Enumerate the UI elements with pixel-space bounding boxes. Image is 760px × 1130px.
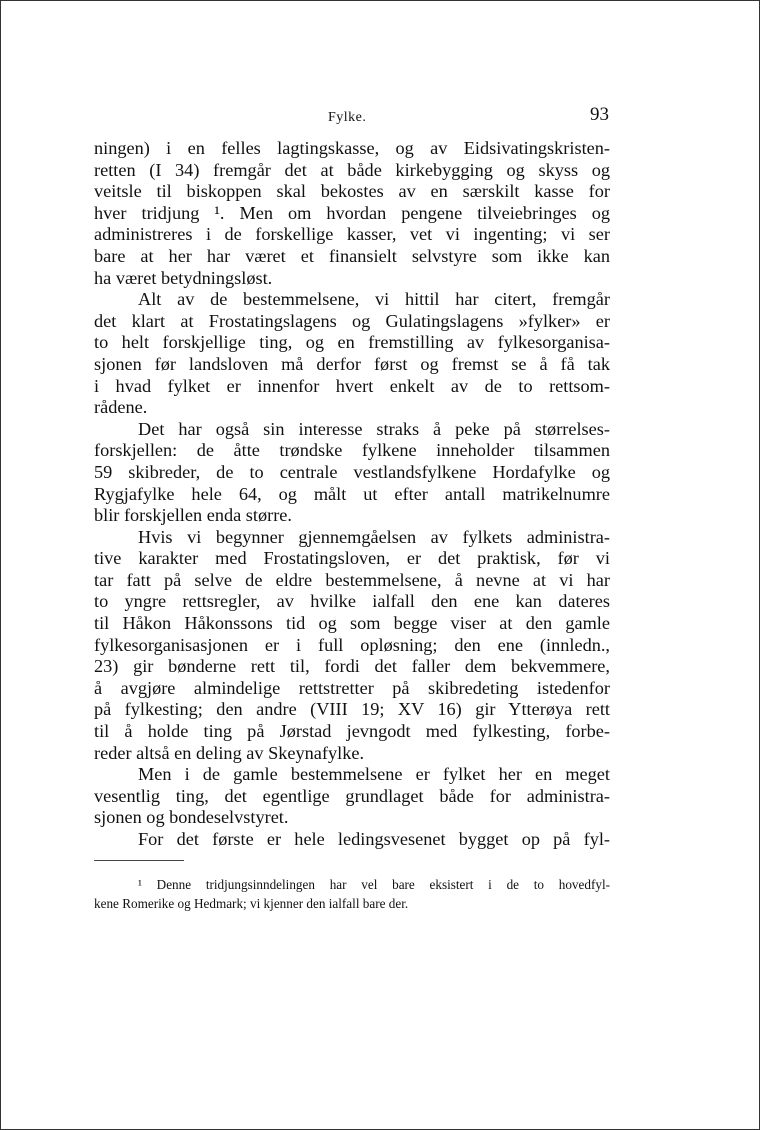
text-line: reder altså en deling av Skeynafylke. [94, 742, 365, 763]
text-line: fylkesorganisasjonen er i full opløsning; den ene (innledn., [94, 634, 610, 655]
text-line: til Håkon Håkonssons tid og som begge viser at den gamle [94, 613, 610, 634]
text-line: ningen) i en felles lagtingskasse, og av Eidsivatingskristen- [94, 138, 610, 158]
text-line: Hvis vi begynner gjennemgåelsen av fylkets administra- [138, 526, 610, 547]
text-line: å avgjøre almindelige rettstretter på skibredeting istedenfor [94, 677, 610, 698]
text-line: veitsle til biskoppen skal bekostes av en særskilt kasse for [94, 181, 610, 202]
page-number: 93 [590, 104, 609, 125]
text-line: ha været betydningsløst. [94, 267, 273, 288]
text-line: to yngre rettsregler, av hvilke ialfall den ene kan dateres [94, 591, 610, 612]
text-line: i hvad fylket er innenfor hvert enkelt av de to rettsom- [94, 375, 610, 396]
text-line: 59 skibreder, de to centrale vestlandsfylkene Hordafylke og [94, 461, 610, 482]
text-line: Det har også sin interesse straks å peke på størrelses- [138, 418, 610, 439]
text-line: For det første er hele ledingsvesenet bygget op på fyl- [138, 829, 610, 849]
text-line: bare at her har været et finansielt selvstyre som ikke kan [94, 245, 610, 266]
text-line: tar fatt på selve de eldre bestemmelsene, å nevne at vi har [94, 569, 610, 590]
body-text [94, 138, 610, 851]
text-line: sjonen og bondeselvstyret. [94, 807, 289, 828]
text-line: sjonen før landsloven må derfor først og fremst se å få tak [94, 353, 610, 374]
text-line: Rygjafylke hele 64, og målt ut efter antall matrikelnumre [94, 483, 610, 504]
text-line: på fylkesting; den andre (VIII 19; XV 16) gir Ytterøya rett [94, 699, 610, 720]
text-line: Men i de gamle bestemmelsene er fylket her en meget [138, 764, 610, 785]
footnote-line: ¹ Denne tridjungsinndelingen har vel bare eksistert i de to hovedfyl- [138, 877, 610, 892]
text-line: blir forskjellen enda større. [94, 505, 292, 526]
text-line: forskjellen: de åtte trøndske fylkene inneholder tilsammen [94, 440, 610, 461]
text-line: Alt av de bestemmelsene, vi hittil har citert, fremgår [138, 289, 610, 310]
text-line: administreres i de forskellige kasser, vet vi ingenting; vi ser [94, 224, 610, 245]
text-line: tive karakter med Frostatingsloven, er det praktisk, før vi [94, 548, 610, 569]
text-line: hver tridjung ¹. Men om hvordan pengene tilveiebringes og [94, 202, 610, 223]
running-header-title: Fylke. [328, 110, 367, 125]
footnote-line: kene Romerike og Hedmark; vi kjenner den ialfall bare der. [94, 896, 409, 911]
text-line: retten (I 34) fremgår det at både kirkebygging og skyss og [94, 159, 610, 180]
text-line: det klart at Frostatingslagens og Gulatingslagens »fylker» er [94, 310, 610, 331]
footnotes [94, 875, 610, 913]
footnote-divider [94, 860, 184, 861]
text-line: 23) gir bønderne rett til, fordi det faller dem bekvemmere, [94, 656, 610, 677]
text-line: til å holde ting på Jørstad jevngodt med fylkesting, forbe- [94, 721, 610, 742]
text-line: vesentlig ting, det egentlige grundlaget både for administra- [94, 785, 610, 806]
text-line: rådene. [94, 397, 148, 418]
text-line: to helt forskjellige ting, og en fremstilling av fylkesorganisa- [94, 332, 610, 353]
